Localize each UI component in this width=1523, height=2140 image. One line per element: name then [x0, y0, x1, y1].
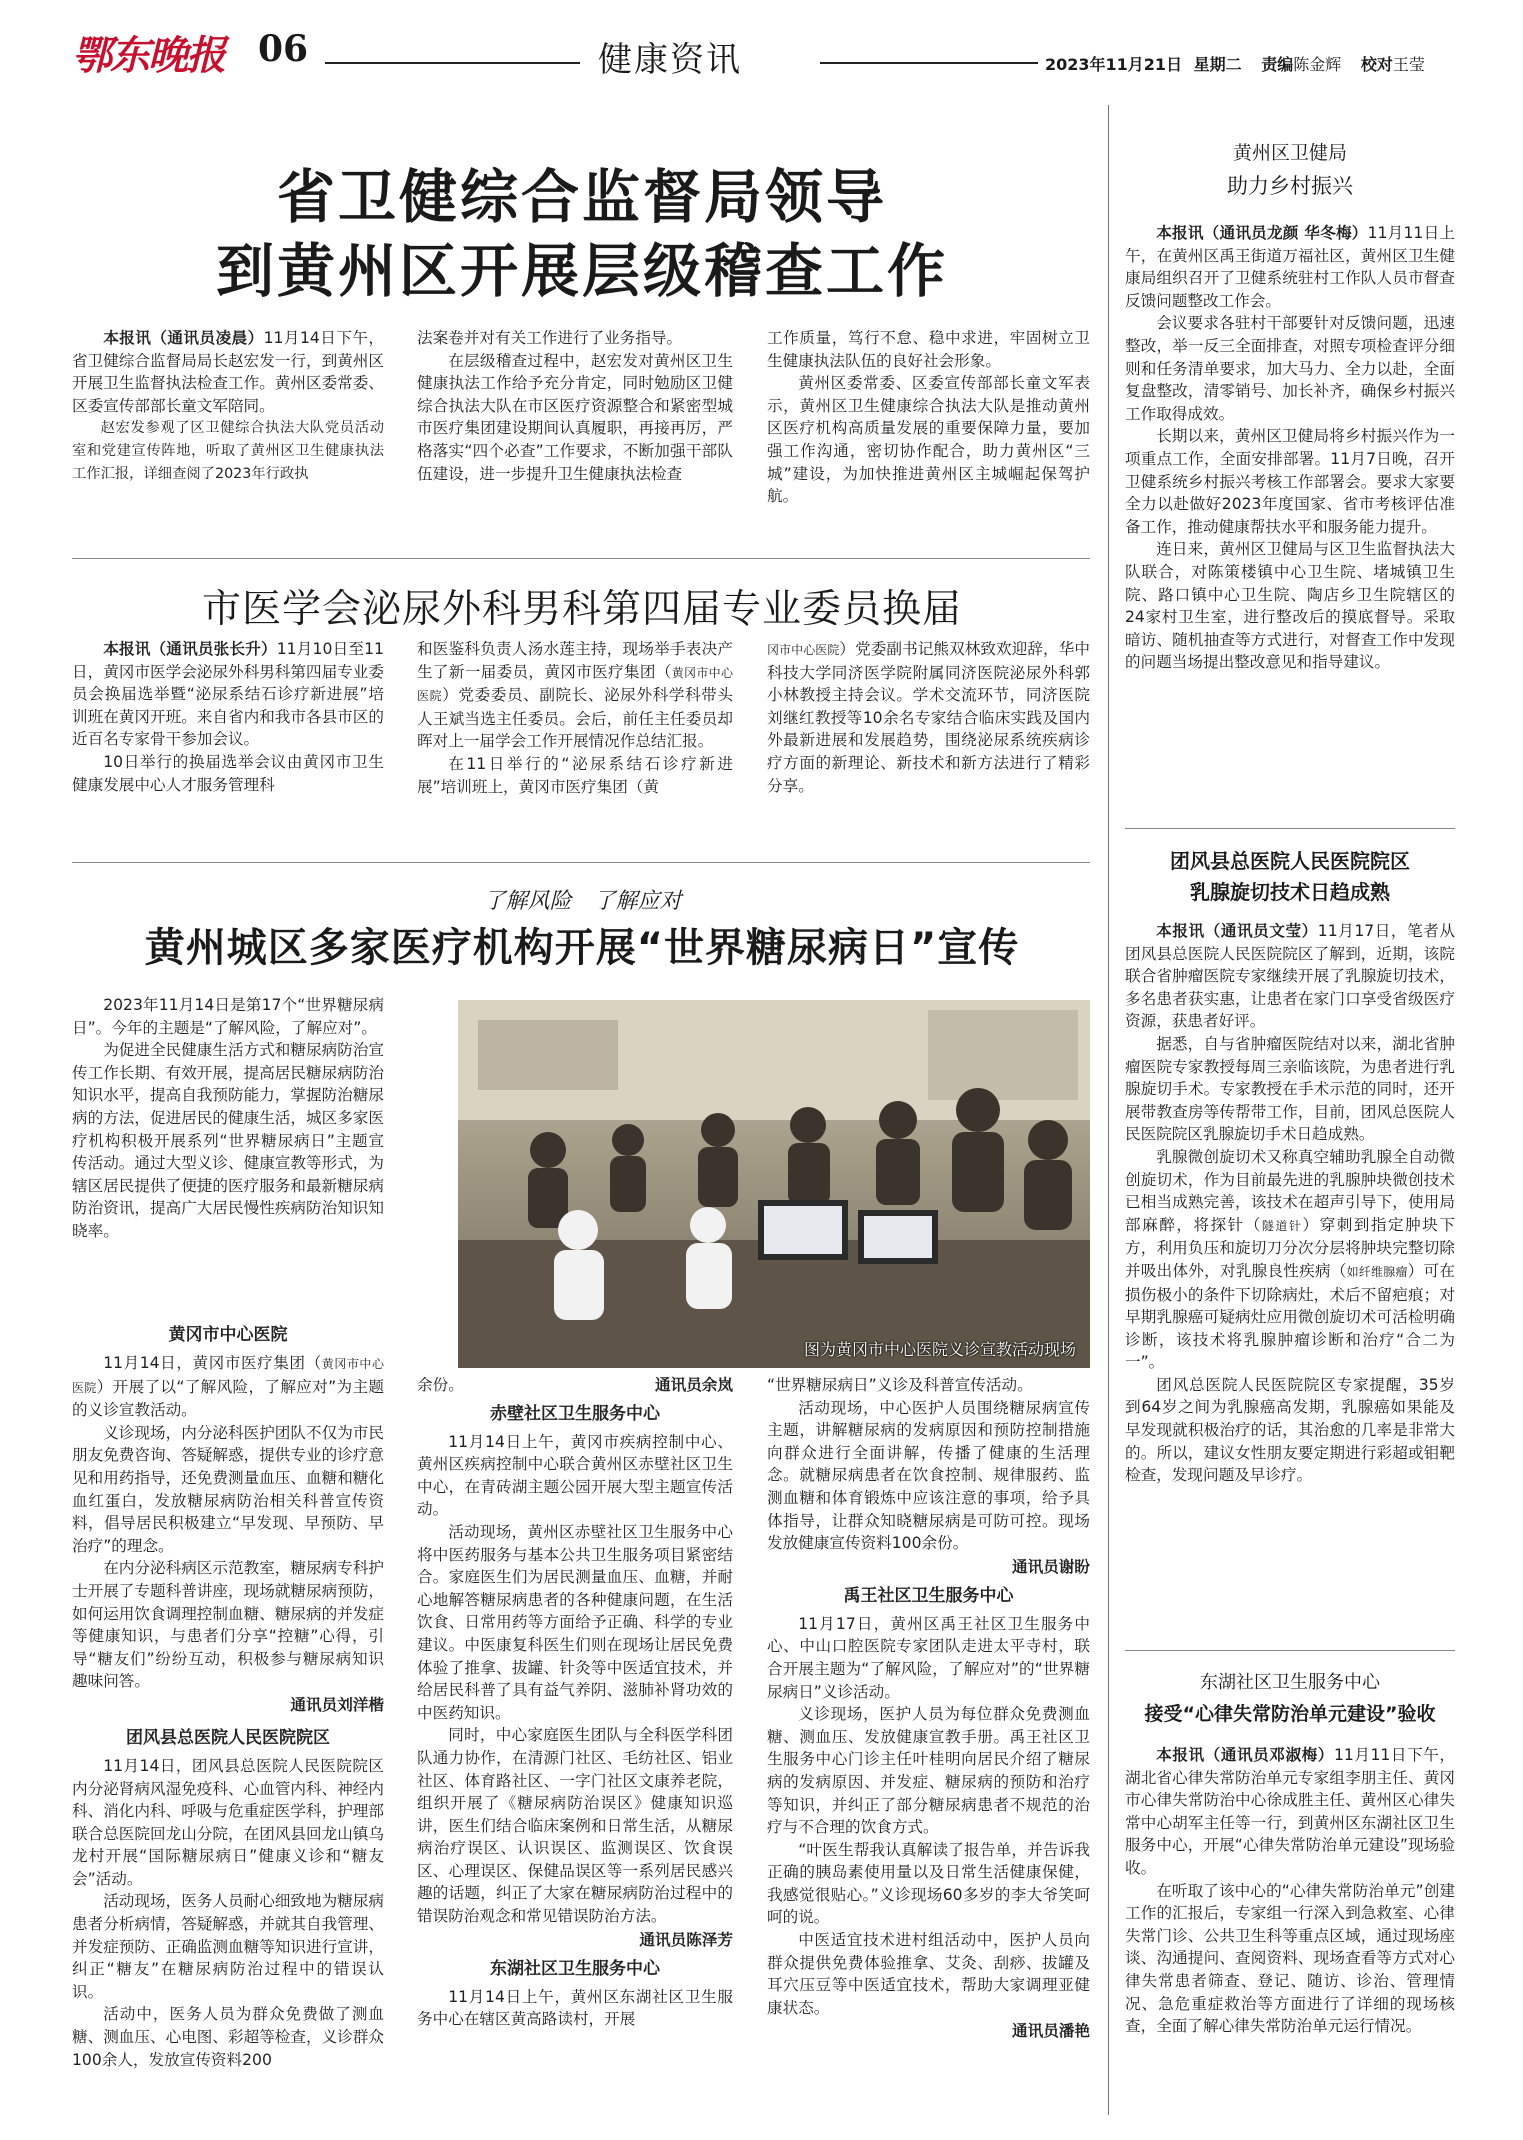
sidebar-rural-kicker: 黄州区卫健局: [1232, 142, 1347, 164]
paragraph: 活动现场，中心医护人员围绕糖尿病宣传主题，讲解糖尿病的发病原因和预防控制措施向群众进行全面讲解，传播了健康的生活理念。就糖尿病患者在饮食控制、规律服药、监测血糖和体育锻炼中应该注意的事项，给予具体指导，让群众知晓糖尿病是可防可控。现场发放健康宣传资料100余份。: [767, 1398, 1090, 1553]
paragraph: 11月14日上午，黄州区东湖社区卫生服务中心在辖区黄高路读村，开展: [417, 1987, 733, 2029]
article-diabetes-headline: 黄州城区多家医疗机构开展“世界糖尿病日”宣传: [144, 925, 1020, 971]
sidebar-breast-headline-1: 团风县总医院人民医院院区: [1170, 849, 1410, 873]
paragraph: “世界糖尿病日”义诊及科普宣传活动。: [767, 1376, 1033, 1394]
paragraph: 11月11日下午，湖北省心律失常防治单元专家组李朋主任、黄冈市心律失常防治中心徐成胜主任、黄州区心律失常中心胡军主任等一行，到黄州区东湖社区卫生服务中心，开展“心律失常防治单元建设”现场验收。: [1125, 1746, 1455, 1877]
sidebar-separator: [1125, 1650, 1455, 1651]
paragraph: 据悉，自与省肿瘤医院结对以来，湖北省肿瘤医院专家教授每周三亲临该院，为患者进行乳腺旋切手术。专家教授在手术示范的同时，还开展带教查房等传帮带工作，目前，团风总医院人民医院院区乳腺旋切手术日趋成熟。: [1125, 1034, 1455, 1144]
proof-name: 王莹: [1392, 55, 1425, 74]
paragraph: 义诊现场，内分泌科医护团队不仅为市民朋友免费咨询、答疑解惑，提供专业的诊疗意见和用药指导，还免费测量血压、血糖和糖化血红蛋白，发放糖尿病防治相关科普宣传资料，倡导居民积极建立“早发现、早预防、早治疗”的理念。: [72, 1423, 384, 1555]
author-credit: 通讯员余岚: [655, 1376, 733, 1394]
paragraph: 会议要求各驻村干部要针对反馈问题，迅速整改，举一反三全面排查，对照专项检查评分细则和任务清单要求，加大马力、全力以赴，全面复盘整改，清零销号、加长补齐，确保乡村振兴工作取得成效。: [1125, 314, 1455, 423]
masthead-rule-right: [820, 62, 1038, 64]
paragraph: 11月14日下午，省卫健综合监督局局长赵宏发一行，到黄州区开展卫生监督执法检查工作。黄州区委常委、区委宣传部部长童文军陪同。: [72, 329, 384, 415]
paragraph: 余份。: [417, 1376, 464, 1394]
sidebar-rural-body: [1125, 222, 1455, 674]
sidebar-breast: [1125, 846, 1455, 908]
sidebar-breast-body: [1125, 920, 1455, 1487]
page-number: 06: [258, 28, 309, 70]
masthead: [0, 0, 1523, 80]
column-divider: [1108, 105, 1109, 2115]
paragraph: 活动现场，医务人员耐心细致地为糖尿病患者分析病情，答疑解惑，并就其自我管理、并发症预防、正确监测血糖等知识进行宣讲，纠正“糖友”在糖尿病防治过程中的错误认识。: [72, 1892, 384, 2001]
subhead-donghu: 东湖社区卫生服务中心: [490, 1958, 660, 1979]
inline-note: 如纤维腺瘤: [1346, 1264, 1408, 1279]
article-separator: [72, 862, 1090, 863]
byline: 本报讯（通讯员凌晨）: [103, 329, 264, 347]
paragraph: 11月14日上午，黄冈市疾病控制中心、黄州区疾病控制中心联合黄州区赤壁社区卫生中心，在青砖湖主题公园开展大型主题宣传活动。: [417, 1432, 733, 1519]
byline: 本报讯（通讯员文莹）: [1156, 922, 1318, 940]
inline-note: 黄冈市中心医院: [72, 1357, 384, 1395]
article-urology-col-2: [417, 638, 733, 798]
inline-note: 黄冈市中心医院: [417, 665, 733, 704]
author-credit: 通讯员谢盼: [1012, 1557, 1090, 1576]
masthead-info: [1045, 52, 1425, 75]
paragraph: 11月17日，笔者从团风县总医院人民医院院区了解到，近期，该院联合省肿瘤医院专家继续开展了乳腺旋切技术，多名患者获实惠，让患者在家门口享受省级医疗资源，获患者好评。: [1125, 922, 1455, 1031]
paragraph: 在层级稽查过程中，赵宏发对黄州区卫生健康执法工作给予充分肯定，同时勉励区卫健综合执法大队在市区医疗资源整合和紧密型城市医疗集团建设期间认真履职，再接再厉，严格落实“四个必查”工作要求，不断加强干部队伍建设，进一步提升卫生健康执法检查: [417, 351, 733, 483]
clinic-photo: [458, 1000, 1090, 1368]
paragraph: 活动现场，黄州区赤壁社区卫生服务中心将中医药服务与基本公共卫生服务项目紧密结合。家庭医生们为居民测量血压、血糖，并耐心地解答糖尿病患者的各种健康问题，在生活饮食、日常用药等方面给予正确、科学的专业建议。中医康复科医生们则在现场让居民免费体验了推拿、拔罐、针灸等中医适宜技术，并给居民科普了具有益气养阴、滋肺补肾功效的中医药知识。: [417, 1522, 733, 1722]
paragraph: ）党委委员、副院长、泌尿外科学科带头人王斌当选主任委员。会后，前任主任委员却晖对上一届学会工作开展情况作总结汇报。: [417, 686, 733, 751]
newspaper-logo: 鄂东晚报: [72, 32, 224, 79]
article-inspection-col-2: [417, 327, 733, 485]
article-separator: [72, 558, 1090, 559]
paragraph: “叶医生帮我认真解读了报告单，并告诉我正确的胰岛素使用量以及日常生活健康保健，我感觉很贴心。”义诊现场60多岁的李大爷笑呵呵的说。: [767, 1840, 1090, 1927]
paragraph: ）党委副书记熊双林致欢迎辞，华中科技大学同济医学院附属同济医院泌尿外科郭小林教授主持会议。学术交流环节，同济医院刘继红教授等10余名专家结合临床实践及国内外最新进展和发展趋势，围绕泌尿系统疾病诊疗方面的新理论、新技术和新方法进行了精彩分享。: [767, 640, 1090, 795]
paragraph: 同时，中心家庭医生团队与全科医学科团队通力协作，在清源门社区、毛纺社区、铝业社区、体育路社区、一字门社区文康养老院，组织开展了《糖尿病防治误区》健康知识巡讲，医生们结合临床案例和日常生活，从糖尿病治疗误区、认识误区、监测误区、饮食误区、心理误区、保健品误区等一系列居民感兴趣的话题，纠正了大家在糖尿病防治过程中的错误防治观念和常见错误防治方法。: [417, 1726, 733, 1926]
paragraph: 工作质量，笃行不怠、稳中求进，牢固树立卫生健康执法队伍的良好社会形象。: [767, 329, 1090, 370]
article-diabetes-kicker: 了解风险 了解应对: [483, 889, 682, 914]
author-credit: 通讯员陈泽芳: [639, 1930, 733, 1949]
paragraph: ）穿刺到指定肿块下方，利用负压和旋切刀分次分层将肿块完整切除并吸出体外，对乳腺良性疾病（: [1125, 1215, 1455, 1280]
paragraph: 长期以来，黄州区卫健局将乡村振兴作为一项重点工作，全面安排部署。11月7日晚，召开卫健系统乡村振兴考核工作部署会。要求大家要全力以赴做好2023年度国家、省市考核评估准备工作，推动健康帮扶水平和服务能力提升。: [1125, 427, 1455, 536]
byline: 本报讯（通讯员邓淑梅）: [1156, 1746, 1334, 1764]
article-inspection-headline-1: 省卫健综合监督局领导: [276, 163, 887, 231]
sidebar-arrhythmia-headline: 接受“心律失常防治单元建设”验收: [1144, 1703, 1436, 1725]
paragraph: 11月11日上午，在黄州区禹王街道万福社区，黄州区卫生健康局组织召开了卫健系统驻村工作队人员市督查反馈问题整改工作会。: [1125, 224, 1455, 310]
sidebar-arrhythmia-body: [1125, 1744, 1455, 2038]
paragraph: 团风总医院人民医院院区专家提醒，35岁到64岁之间为乳腺癌高发期，乳腺癌如果能及早发现就积极治疗的话，其治愈的几率是非常大的。所以，建议女性朋友要定期进行彩超或钼靶检查，发现问题及早诊疗。: [1125, 1375, 1455, 1485]
article-diabetes-col-3: [767, 1374, 1090, 2043]
paragraph: 在内分泌科病区示范教室，糖尿病专科护士开展了专题科普讲座，现场就糖尿病预防，如何运用饮食调理控制血糖、糖尿病的并发症等健康知识，与患者们分享“控糖”心得，引导“糖友们”纷纷互动，积极参与糖尿病知识趣味问答。: [72, 1559, 384, 1691]
paragraph: 为促进全民健康生活方式和糖尿病防治宣传工作长期、有效开展，提高居民糖尿病防治知识水平，提高自我预防能力，掌握防治糖尿病的方法，促进居民的健康生活，城区多家医疗机构积极开展系列“世界糖尿病日”主题宣传活动。通过大型义诊、健康宣教等形式，为辖区居民提供了便捷的医疗服务和最新糖尿病防治资讯，提高广大居民慢性疾病防治知识知晓率。: [72, 1041, 384, 1240]
paragraph: 11月17日，黄州区禹王社区卫生服务中心、中山口腔医院专家团队走进太平寺村，联合开展主题为“了解风险，了解应对”的“世界糖尿病日”义诊活动。: [767, 1614, 1090, 1701]
sidebar-rural-headline: 助力乡村振兴: [1227, 174, 1353, 198]
paragraph: 活动中，医务人员为群众免费做了测血糖、测血压、心电图、彩超等检查，义诊群众100余人，发放宣传资料200: [72, 2005, 384, 2069]
byline: 本报讯（通讯员张长升）: [103, 640, 277, 658]
paragraph: 11月14日，团风县总医院人民医院院区内分泌肾病风湿免疫科、心血管内科、神经内科、消化内科、呼吸与危重症医学科，护理部联合总医院回龙山分院，在团风县回龙山镇乌龙村开展“国际糖尿病日”健康义诊和“糖友会”活动。: [72, 1756, 384, 1888]
article-urology-col-1: [72, 638, 384, 796]
article-urology: [72, 570, 1092, 630]
editor-name: 陈金辉: [1293, 55, 1342, 74]
article-inspection-headline-2: 到黄州区开展层级稽查工作: [215, 237, 948, 305]
proof-label: 校对: [1360, 55, 1393, 74]
subhead-tuanfeng: 团风县总医院人民医院院区: [126, 1727, 330, 1748]
paragraph: 连日来，黄州区卫健局与区卫生监督执法大队联合，对陈策楼镇中心卫生院、堵城镇卫生院、路口镇中心卫生院、陶店乡卫生院辖区的24家村卫生室，进行整改后的摸底督导。采取暗访、随机抽查等方式进行，对督查工作中发现的问题当场提出整改意见和指导建议。: [1125, 540, 1455, 672]
paragraph: 2023年11月14日是第17个“世界糖尿病日”。今年的主题是“了解风险，了解应对”。: [72, 996, 384, 1037]
article-inspection-col-3: [767, 327, 1090, 508]
paragraph: 在11日举行的“泌尿系结石诊疗新进展”培训班上，黄冈市医疗集团（黄: [417, 754, 733, 796]
article-urology-headline: 市医学会泌尿外科男科第四届专业委员换届: [201, 587, 962, 632]
section-title: 健康资讯: [598, 40, 742, 80]
subhead-huanggang: 黄冈市中心医院: [168, 1325, 288, 1345]
byline: 本报讯（通讯员龙颜 华冬梅）: [1156, 224, 1368, 242]
editor-label: 责编: [1261, 55, 1294, 74]
masthead-rule-left: [325, 62, 580, 64]
sidebar-breast-headline-2: 乳腺旋切技术日趋成熟: [1190, 880, 1390, 904]
sidebar-rural: [1125, 138, 1455, 204]
article-diabetes-intro: [72, 994, 384, 1243]
article-urology-col-3: [767, 638, 1090, 797]
sidebar-separator: [1125, 828, 1455, 829]
paragraph: 乳腺微创旋切术又称真空辅助乳腺全自动微创旋切术，作为目前最先进的乳腺肿块微创技术已相当成熟完善，该技术在超声引导下，使用局部麻醉，将探针（: [1125, 1147, 1455, 1234]
author-credit: 通讯员潘艳: [1012, 2022, 1090, 2041]
paragraph: 11月10日至11日，黄冈市医学会泌尿外科男科第四届专业委员会换届选举暨“泌尿系结石诊疗新进展”培训班在黄冈开班。来自省内和我市各县市区的近百名专家骨干参加会议。: [72, 640, 384, 749]
author-credit: 通讯员刘洋楷: [290, 1695, 384, 1714]
paragraph: 义诊现场，医护人员为每位群众免费测血糖、测血压、发放健康宣教手册。禹王社区卫生服务中心门诊主任叶桂明向居民介绍了糖尿病的发病原因、并发症、糖尿病的预防和治疗等知识，并纠正了部分糖尿病患者不规范的治疗与不合理的饮食方式。: [767, 1705, 1090, 1837]
inline-note: 隧道针: [1261, 1218, 1303, 1233]
article-inspection-col-1: [72, 327, 384, 485]
paragraph: 法案卷并对有关工作进行了业务指导。: [417, 329, 683, 347]
paragraph: ）可在损伤极小的条件下切除病灶，术后不留疤痕；对早期乳腺癌可疑病灶应用微创旋切术可活检明确诊断，该技术将乳腺肿瘤诊断和治疗“合二为一”。: [1125, 1261, 1455, 1372]
sidebar-arrhythmia: [1125, 1668, 1455, 1730]
issue-date: 2023年11月21日: [1045, 55, 1183, 74]
inline-note: 冈市中心医院: [767, 643, 840, 657]
paragraph: 11月14日，黄冈市医疗集团（: [103, 1354, 322, 1372]
continued-line: [417, 1374, 733, 1397]
article-diabetes-col-1: [72, 1318, 384, 2071]
paragraph: 黄州区委常委、区委宣传部部长童文军表示，黄州区卫生健康综合执法大队是推动黄州区医疗机构高质量发展的重要保障力量，要加强工作沟通，密切协作配合，助力黄州区“三城”建设，为加快推进黄州区主城崛起保驾护航。: [767, 374, 1090, 506]
subhead-chibi: 赤壁社区卫生服务中心: [490, 1403, 660, 1424]
issue-weekday: 星期二: [1193, 55, 1242, 74]
paragraph: 赵宏发参观了区卫健综合执法大队党员活动室和党建宣传阵地，听取了黄州区卫生健康执法工作汇报，详细查阅了2023年行政执: [72, 420, 384, 482]
subhead-yuwang: 禹王社区卫生服务中心: [843, 1585, 1014, 1606]
clinic-scene-illustration: [458, 1000, 1090, 1368]
paragraph: 中医适宜技术进村组活动中，医护人员向群众提供免费体验推拿、艾灸、刮痧、拔罐及耳穴压豆等中医适宜技术，帮助大家调理亚健康状态。: [767, 1931, 1090, 2017]
paragraph: ）开展了以“了解风险，了解应对”为主题的义诊宣教活动。: [72, 1377, 384, 1420]
paragraph: 10日举行的换届选举会议由黄冈市卫生健康发展中心人才服务管理科: [72, 752, 384, 794]
article-diabetes-col-2: [417, 1374, 733, 2031]
paragraph: 和医鉴科负责人汤水莲主持，现场举手表决产生了新一届委员，黄冈市医疗集团（: [417, 640, 733, 681]
photo-caption: 图为黄冈市中心医院义诊宣教活动现场: [803, 1340, 1076, 1359]
sidebar-arrhythmia-kicker: 东湖社区卫生服务中心: [1200, 1672, 1380, 1693]
paragraph: 在听取了该中心的“心律失常防治单元”创建工作的汇报后，专家组一行深入到急救室、心律失常门诊、公共卫生科等重点区域，通过现场座谈、沟通提问、查阅资料、现场查看等方式对心律失常患者筛查、登记、随访、诊治、管理情况、急危重症救治等方面进行了详细的现场核查，全面了解心律失常防治单元运行情况。: [1125, 1881, 1455, 2036]
